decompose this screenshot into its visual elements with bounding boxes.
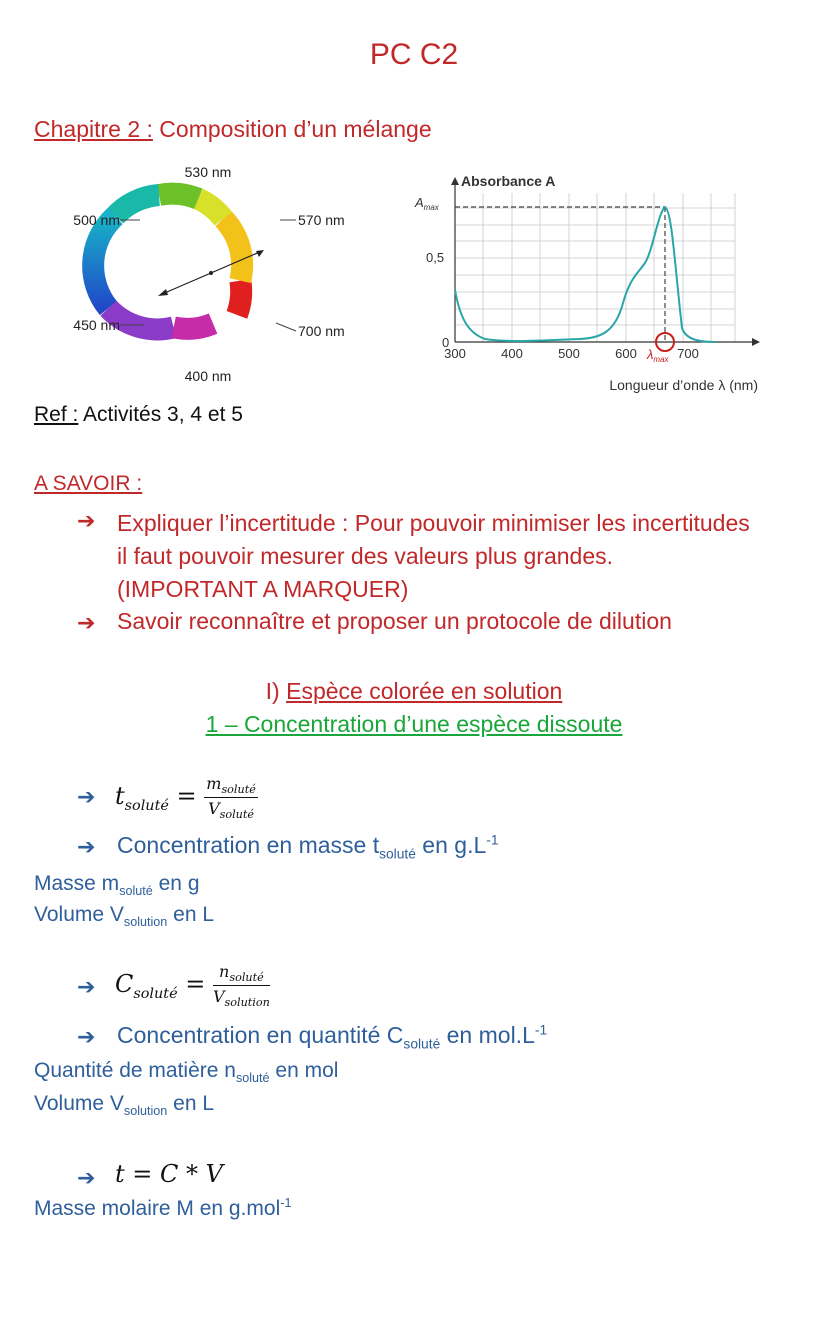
tick-y-zero: 0	[442, 335, 450, 350]
color-wheel	[40, 155, 380, 395]
section-heading	[0, 678, 828, 705]
volume-line-2: Volume $V_{solution}$ en L	[34, 1092, 215, 1119]
arrow-icon: ➔	[77, 1024, 96, 1049]
label-530: 530 nm	[184, 164, 232, 180]
wheel-segment-red	[237, 281, 241, 315]
wheel-segment-cyan	[115, 195, 159, 216]
label-500: 500 nm	[73, 212, 120, 228]
page-title: PC C2	[369, 38, 459, 71]
subsection-heading: 1 – Concentration d’une espèce dissoute	[205, 711, 623, 737]
chapter-text: Composition d’un mélange	[152, 116, 432, 142]
label-570: 570 nm	[298, 212, 345, 228]
a-savoir-heading: A SAVOIR :	[34, 472, 143, 495]
ref-text: Activités 3, 4 et 5	[78, 403, 243, 426]
label-700: 700 nm	[298, 323, 345, 339]
wheel-segment-magenta	[174, 324, 214, 329]
molar-concentration-desc: Concentration en quantité $C_{soluté}$ en $mol.L^{-1}$	[117, 1022, 548, 1052]
masse-molaire-line: Masse molaire M en g.mol$^{-1}$	[34, 1196, 292, 1220]
tick-x-500: 500	[558, 346, 580, 361]
masse-line: Masse $m_{soluté}$ en g	[34, 872, 200, 899]
absorbance-curve	[455, 207, 715, 342]
arrow-icon: ➔	[77, 508, 96, 533]
ref-line	[34, 403, 243, 427]
label-450: 450 nm	[73, 317, 120, 333]
tick-x-300: 300	[444, 346, 466, 361]
volume-line-1: Volume $V_{solution}$ en L	[34, 903, 215, 930]
arrow-icon: ➔	[77, 784, 96, 809]
section-prefix: I)	[265, 678, 287, 704]
chapter-label: Chapitre 2 :	[34, 116, 153, 142]
wheel-segment-yellow	[198, 199, 223, 219]
arrow-icon: ➔	[77, 974, 96, 999]
mass-concentration-desc: Concentration en masse $t_{soluté}$ en $g.L^{-1}$	[117, 832, 499, 862]
formula-t-cv: t = C * V	[115, 1160, 223, 1188]
section-title: Espèce colorée en solution	[286, 678, 563, 704]
arrow-icon: ➔	[77, 834, 96, 859]
a-savoir-item-1: Expliquer l’incertitude : Pour pouvoir minimiser les incertitudes il faut pouvoir mesurer des valeurs plus grandes. (IMPORTANT A MARQUER)	[117, 510, 750, 602]
label-400: 400 nm	[184, 368, 232, 384]
formula-mass-concentration: $t_{soluté}$ = $\frac{m_{soluté}}{V_{soluté}}$	[115, 774, 256, 822]
wheel-segment-blue	[93, 216, 115, 308]
amax-label: $A_{max}$	[415, 195, 439, 212]
a-savoir-item-2: Savoir reconnaître et proposer un protocole de dilution	[117, 608, 672, 634]
arrow-icon: ➔	[77, 610, 96, 635]
arrow-icon: ➔	[77, 1165, 96, 1190]
x-axis-label: Longueur d’onde λ (nm)	[609, 377, 758, 393]
formula-molar-concentration: $C_{soluté}$ = $\frac{n_{soluté}}{V_{solution}}$	[115, 962, 270, 1010]
arrow-head-left	[158, 289, 168, 296]
absorbance-chart	[410, 168, 770, 398]
tick-y-half: 0,5	[426, 250, 445, 265]
y-axis-label: Absorbance A	[461, 173, 556, 189]
quantite-line: Quantité de matière $n_{soluté}$ en mol	[34, 1059, 339, 1086]
wheel-center-dot	[209, 271, 213, 275]
wheel-segment-green	[159, 194, 198, 199]
chapter-heading	[34, 116, 432, 143]
tick-x-700: 700	[677, 346, 699, 361]
tick-x-600: 600	[615, 346, 637, 361]
ref-label: Ref :	[34, 403, 79, 426]
lambda-max-label: $\lambda_{max}$	[647, 347, 669, 364]
wheel-segment-orange	[223, 219, 242, 281]
tick-x-400: 400	[501, 346, 523, 361]
